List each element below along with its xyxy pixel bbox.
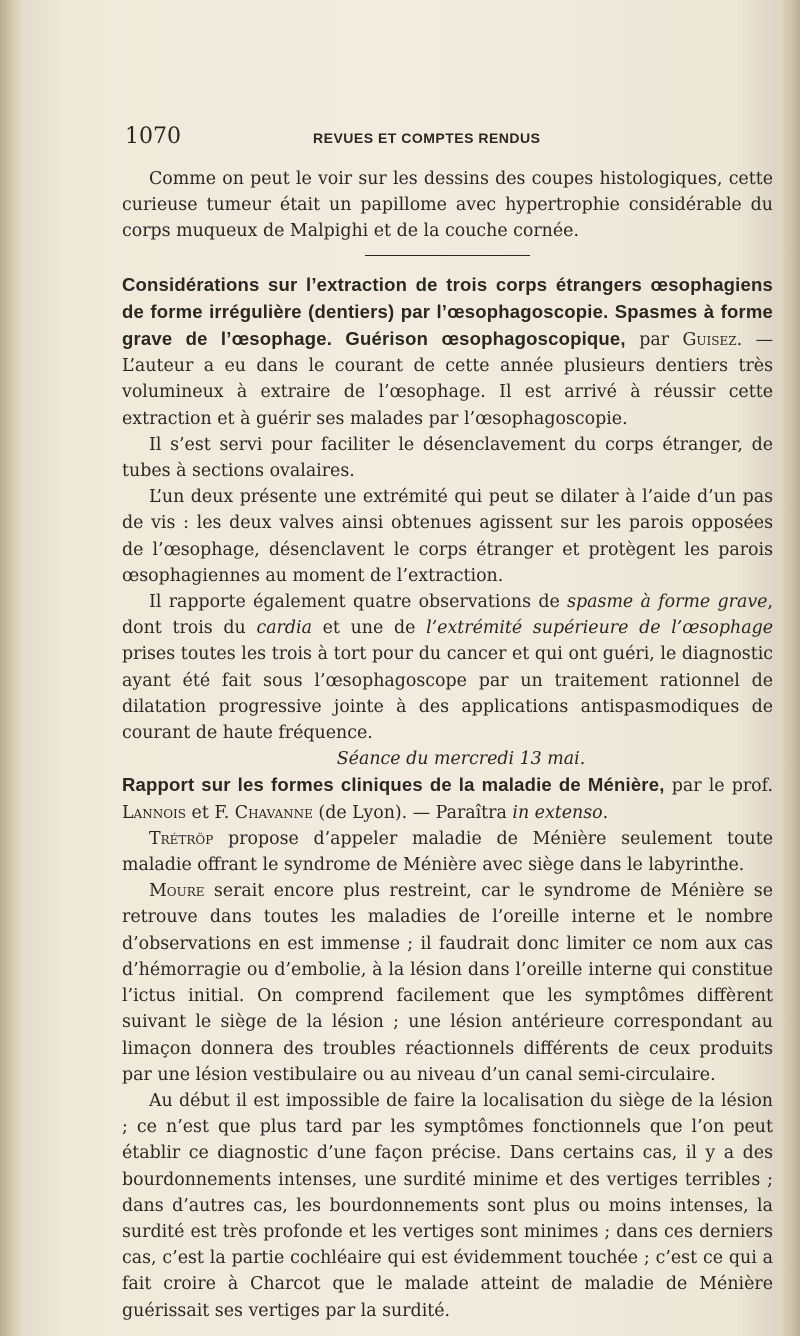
text-run: et une de bbox=[311, 618, 427, 639]
paragraph bbox=[122, 826, 773, 878]
article-meniere bbox=[122, 772, 773, 825]
text-run: prises toutes les trois à tort pour du cancer et qui ont guéri, le diagnostic ayant été fait sous l’œsophagoscope par un traitement rationnel de dilatation progressive jointe à des applications antispasmodiques de courant de haute fréquence. bbox=[122, 644, 773, 744]
italic-term: spasme à forme grave bbox=[567, 592, 768, 613]
text-run: et F. bbox=[186, 802, 235, 823]
article-title: Considérations sur l’extraction de trois corps étrangers œsophagiens de forme irrégulière (dentiers) par l’œsophagoscopie. Spasmes à forme grave de l’œsophage. Guérison œsophagoscopique, bbox=[122, 273, 773, 350]
article-text: . — L’auteur a eu dans le courant de cette année plusieurs dentiers très volumineux à extraire de l’œsophage. Il est arrivé à réussir cette extraction et à guérir ses malades par l’œsophagoscopie. bbox=[122, 330, 773, 429]
text-run: (de Lyon). — Paraîtra bbox=[312, 802, 513, 823]
paragraph bbox=[122, 589, 773, 746]
page-body bbox=[122, 166, 773, 1324]
italic-term: cardia bbox=[256, 618, 312, 639]
text-run: serait encore plus restreint, car le syndrome de Ménière se retrouve dans toutes les maladies de l’oreille interne et le nombre d’observations en est immense ; il faudrait donc limiter ce nom aux cas d’hémorragie ou d’embolie, à la lésion dans l’oreille interne qui constitue l’ictus initial. On comprend facilement que les symptômes diffèrent suivant le siège de la lésion ; une lésion antérieure correspondant au limaçon donnera des troubles réactionnels différents de ceux produits par une lésion vestibulaire ou au niveau d’un canal semi-circulaire. bbox=[122, 881, 773, 1085]
page-number: 1070 bbox=[125, 124, 181, 149]
paragraph: Au début il est impossible de faire la localisation du siège de la lésion ; ce n’est que plus tard par les symptômes fonctionnels que l’on peut établir ce diagnostic d’une façon précise. Dans certains cas, il y a des bourdonnements intenses, une surdité minime et des vertiges terribles ; dans d’autres cas, les bourdonnements sont plus ou moins intenses, la surdité est très profonde et les vertiges sont minimes ; dans ces derniers cas, c’est la partie cochléaire qui est évidemment touchée ; c’est ce qui a fait croire à Charcot que le malade atteint de maladie de Ménière guérissait ses vertiges par la surdité. bbox=[122, 1090, 773, 1321]
author-name: Moure bbox=[149, 881, 205, 902]
author-name: Lannois bbox=[122, 802, 187, 823]
paragraph bbox=[122, 878, 773, 1088]
article-oesophagoscopy bbox=[122, 272, 773, 432]
article-title: Rapport sur les formes cliniques de la maladie de Ménière, bbox=[122, 774, 665, 796]
byline: par le prof. bbox=[664, 776, 773, 797]
page-binding-shadow bbox=[0, 0, 22, 1336]
author-name: Guisez bbox=[682, 330, 737, 351]
section-divider bbox=[365, 255, 530, 256]
text-run: propose d’appeler maladie de Ménière seulement toute maladie offrant le syndrome de Ménière avec siège dans le labyrinthe. bbox=[122, 828, 773, 876]
text-run: , dont trois du bbox=[122, 592, 773, 639]
running-title: REVUES ET COMPTES RENDUS bbox=[313, 130, 541, 146]
paragraph: Il s’est servi pour faciliter le désenclavement du corps étranger, de tubes à sections ovalaires. bbox=[122, 434, 773, 482]
intro-paragraph: Comme on peut le voir sur les dessins des coupes histologiques, cette curieuse tumeur était un papillome avec hypertrophie considérable du corps muqueux de Malpighi et de la couche cornée. bbox=[122, 169, 773, 242]
italic-term: l’extrémité supérieure de l’œsophage bbox=[426, 618, 774, 639]
author-name: Chavanne bbox=[234, 802, 313, 823]
text-run: . bbox=[602, 802, 609, 823]
paragraph: L’un deux présente une extrémité qui peut se dilater à l’aide d’un pas de vis : les deux valves ainsi obtenues agissent sur les parois opposées de l’œsophage, désenclavent le corps étranger et protègent les parois œsophagiennes au moment de l’extraction. bbox=[122, 487, 773, 586]
text-run: Il rapporte également quatre observations de bbox=[149, 592, 568, 613]
session-heading: Séance du mercredi 13 mai. bbox=[336, 749, 586, 770]
page-header bbox=[125, 124, 773, 154]
page-edge bbox=[778, 0, 800, 1336]
byline: par bbox=[625, 330, 683, 351]
italic-term: in extenso bbox=[512, 802, 603, 823]
author-name: Trétröp bbox=[149, 828, 214, 849]
